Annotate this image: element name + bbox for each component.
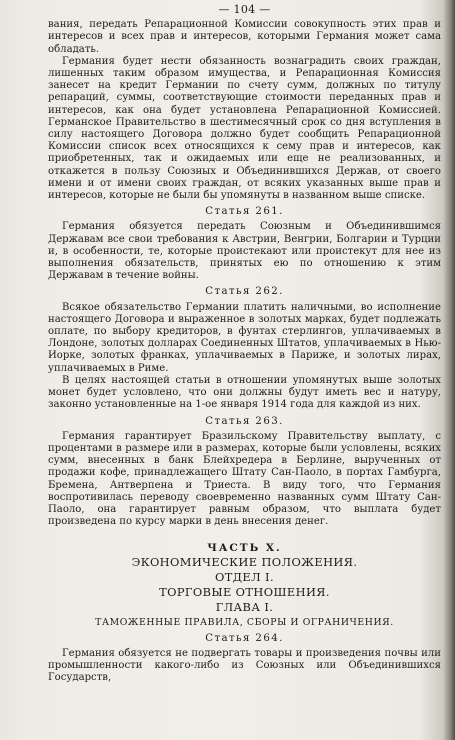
article-262-heading: Статья 262.	[205, 286, 284, 298]
paragraph-compensation: Германия будет нести обязанность вознаградить своих граждан, лишенных таким образом имущества, и Репарационная Комиссия занесет на кредит Германии по счету сумм, должных по титулу репараций, суммы, соответствующие стоимости переданных прав и интересов, как она будет установлена Репарационной Комиссией. Германское Правительство в шестимесячный срок со дня вступления в силу настоящего Договора должно будет сообщить Репарационной Комиссии список всех относящихся к сему прав и интересов, как приобретенных, так и ожидаемых или еще не реализованных, и откажется в пользу Союзных и Объединившихся Держав, от своего имени и от имени своих граждан, от всяких указанных выше прав и интересов, которые не были бы упомянуты в названном выше списке.	[48, 55, 441, 202]
page-number: — 104 —	[218, 3, 271, 16]
article-263-heading: Статья 263.	[205, 415, 284, 427]
article-264-heading: Статья 264.	[205, 632, 284, 644]
section-heading: ОТДЕЛ I.	[215, 569, 274, 584]
article-264-text: Германия обязуется не подвергать товары и произведения почвы или промышленности какого-либо из Союзных или Объединившихся Государств,	[48, 647, 441, 684]
chapter-heading: ГЛАВА I.	[215, 599, 274, 614]
article-262-text-2: В целях настоящей статьи в отношении упомянутых выше золотых монет будет условлено, что они должны будут иметь вес и натуру, законно установленные на 1-ое января 1914 года для каждой из них.	[48, 374, 441, 411]
article-262-text-1: Всякое обязательство Германии платить наличными, во исполнение настоящего Договора и выраженное в золотых марках, будет подлежать оплате, по выбору кредиторов, в фунтах стерлингов, уплачиваемых в Лондоне, золотых долларах Соединенных Штатов, уплачиваемых в Нью-Иорке, золотых франках, уплачиваемых в Париже, и золотых лирах, уплачиваемых в Риме.	[48, 301, 441, 374]
article-263-text: Германия гарантирует Бразильскому Правительству выплату, с процентами в размере или в размерах, которые были условлены, всяких сумм, внесенных в банк Блейхредера в Берлине, вырученных от продажи кофе, принадлежащего Штату Сан-Паоло, в портах Гамбурга, Бремена, Антверпена и Триеста. В виду того, что Германия воспротивилась переводу своевременно названных сумм Штату Сан-Паоло, она гарантирует равным образом, что выплата будет произведена по курсу марки в день внесения денег.	[48, 430, 441, 528]
chapter-title: ТАМОЖЕННЫЕ ПРАВИЛА, СБОРЫ И ОГРАНИЧЕНИЯ.	[95, 616, 394, 628]
binding-shadow	[443, 0, 455, 740]
part-heading: ЧАСТЬ X.	[207, 542, 282, 555]
part-title: ЭКОНОМИЧЕСКИЕ ПОЛОЖЕНИЯ.	[131, 554, 358, 569]
page-content	[48, 4, 441, 685]
paragraph-continuation: вания, передать Репарационной Комиссии совокупность этих прав и интересов и всех прав и интересов, которыми Германия может сама обладать.	[48, 19, 441, 55]
article-261-text: Германия обязуется передать Союзным и Объединившимся Державам все свои требования к Австрии, Венгрии, Болгарии и Турции и, в особенности, те, которые проистекают или проистекут для нее из выполнения обязательств, принятых ею по отношению к этим Державам в течение войны.	[48, 221, 441, 282]
section-title: ТОРГОВЫЕ ОТНОШЕНИЯ.	[159, 584, 330, 599]
article-261-heading: Статья 261.	[205, 206, 284, 218]
